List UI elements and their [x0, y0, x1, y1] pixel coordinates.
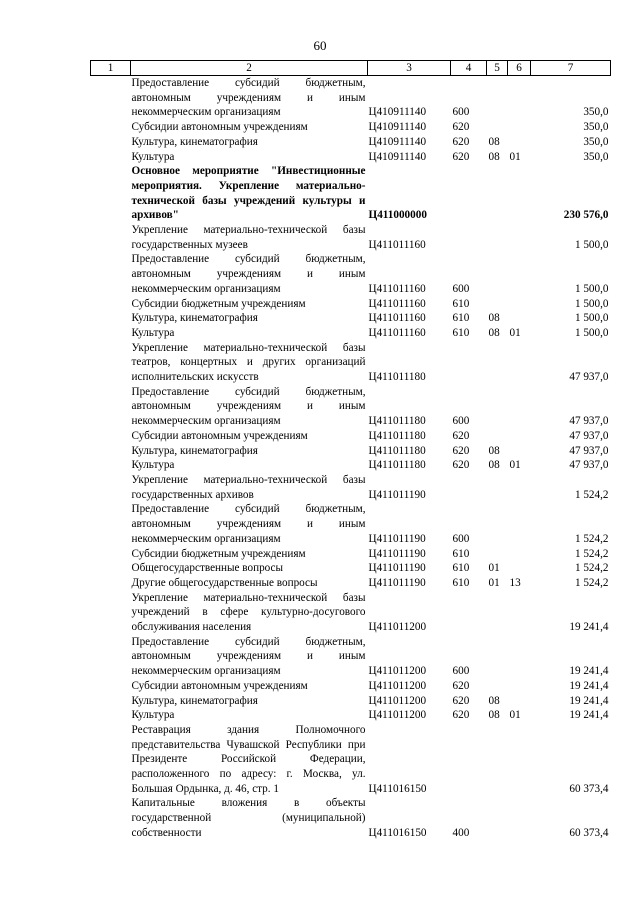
- row-number-cell: [91, 635, 131, 679]
- section-code: [487, 591, 508, 635]
- table-row: [91, 635, 611, 679]
- expense-type: 600: [452, 415, 470, 428]
- subsection-code: 01: [509, 326, 521, 339]
- item-name: Капитальные вложения в объекты государственной (муниципальной) собственности: [131, 797, 366, 839]
- item-name: Реставрация здания Полномочного представительства Чувашской Республики при Президенте Российской Федерации, расположенного по адресу: г. Москва, ул. Большая Ордынка, д. 46, стр. 1: [131, 723, 366, 795]
- target-code: Ц411011200: [368, 694, 427, 707]
- table-row: [91, 429, 611, 444]
- subsection-code: [508, 311, 531, 326]
- row-number-cell: [91, 135, 131, 150]
- subsection-code: [508, 561, 531, 576]
- subsection-code: 01: [509, 150, 521, 163]
- target-code: Ц411011200: [368, 679, 427, 692]
- amount: 1 500,0: [574, 312, 609, 325]
- target-code: Ц411011190: [368, 562, 426, 575]
- row-number-cell: [91, 223, 131, 252]
- subsection-code: [508, 796, 531, 840]
- item-name: Предоставление субсидий бюджетным, автономным учреждениям и иным некоммерческим организациям: [131, 385, 366, 428]
- subsection-code: [508, 252, 531, 296]
- subsection-code: [508, 694, 531, 709]
- item-name: Укрепление материально-технической базы театров, концертных и других организаций исполнительских искусств: [131, 341, 366, 384]
- amount: 350,0: [583, 121, 609, 134]
- subsection-code: [508, 679, 531, 694]
- expense-type: 400: [452, 826, 470, 839]
- item-name: Субсидии автономным учреждениям: [131, 679, 308, 692]
- page-number: 60: [313, 38, 327, 53]
- section-code: [487, 385, 508, 429]
- expense-type: 600: [452, 106, 470, 119]
- expense-type: 620: [452, 694, 470, 707]
- amount: 47 937,0: [569, 444, 609, 457]
- target-code: Ц411011180: [368, 429, 426, 442]
- section-code: 01: [488, 562, 500, 575]
- table-row: [91, 723, 611, 797]
- subsection-code: [508, 723, 531, 797]
- row-number-cell: [91, 796, 131, 840]
- target-code: Ц411011200: [368, 621, 427, 634]
- table-row: [91, 708, 611, 723]
- section-code: [487, 223, 508, 252]
- item-name: Общегосударственные вопросы: [131, 562, 284, 575]
- target-code: Ц411011160: [368, 326, 426, 339]
- amount: 19 241,4: [569, 679, 609, 692]
- row-number-cell: [91, 385, 131, 429]
- amount: 60 373,4: [569, 826, 609, 839]
- target-code: Ц411011190: [368, 488, 426, 501]
- row-number-cell: [91, 458, 131, 473]
- section-code: [487, 297, 508, 312]
- amount: 1 500,0: [574, 282, 609, 295]
- item-name: Другие общегосударственные вопросы: [131, 576, 318, 589]
- item-name: Субсидии автономным учреждениям: [131, 121, 308, 134]
- amount: 47 937,0: [569, 459, 609, 472]
- section-code: [487, 429, 508, 444]
- item-name: Предоставление субсидий бюджетным, автономным учреждениям и иным некоммерческим организациям: [131, 503, 366, 545]
- section-code: 08: [488, 444, 500, 457]
- target-code: Ц411011160: [368, 282, 426, 295]
- item-name: Культура, кинематография: [131, 312, 258, 325]
- target-code: Ц411011180: [368, 459, 426, 472]
- table-row: [91, 311, 611, 326]
- item-name: Субсидии бюджетным учреждениям: [131, 297, 306, 310]
- subsection-code: [508, 473, 531, 502]
- target-code: Ц411016150: [368, 826, 427, 839]
- table-row: [91, 385, 611, 429]
- target-code: Ц411011180: [368, 371, 426, 384]
- section-code: 08: [488, 135, 500, 148]
- row-number-cell: [91, 120, 131, 135]
- table-row: [91, 164, 611, 223]
- section-code: [487, 76, 508, 121]
- section-code: [487, 635, 508, 679]
- section-code: [487, 473, 508, 502]
- row-number-cell: [91, 576, 131, 591]
- table-row: [91, 547, 611, 562]
- table-row: [91, 135, 611, 150]
- section-code: [487, 796, 508, 840]
- column-header: 4: [451, 61, 487, 76]
- amount: 1 524,2: [574, 562, 609, 575]
- expense-type: 600: [452, 532, 470, 545]
- amount: 230 576,0: [563, 209, 609, 222]
- section-code: [487, 547, 508, 562]
- subsection-code: [508, 341, 531, 385]
- amount: 350,0: [583, 106, 609, 119]
- item-name: Предоставление субсидий бюджетным, автономным учреждениям и иным некоммерческим организациям: [131, 253, 366, 295]
- item-name: Культура: [131, 459, 175, 472]
- expense-type: 610: [452, 297, 470, 310]
- row-number-cell: [91, 679, 131, 694]
- target-code: Ц411011200: [368, 709, 427, 722]
- amount: 1 524,2: [574, 488, 609, 501]
- table-row: [91, 120, 611, 135]
- column-header: 2: [131, 61, 368, 76]
- row-number-cell: [91, 76, 131, 121]
- section-code: [487, 502, 508, 546]
- subsection-code: [508, 444, 531, 459]
- amount: 1 524,2: [574, 576, 609, 589]
- item-name: Субсидии бюджетным учреждениям: [131, 547, 306, 560]
- section-code: 08: [488, 150, 500, 163]
- expense-type: [451, 591, 487, 635]
- row-number-cell: [91, 444, 131, 459]
- budget-table: [90, 60, 611, 841]
- section-code: 08: [488, 312, 500, 325]
- subsection-code: [508, 120, 531, 135]
- row-number-cell: [91, 561, 131, 576]
- expense-type: 620: [452, 444, 470, 457]
- row-number-cell: [91, 547, 131, 562]
- amount: 19 241,4: [569, 694, 609, 707]
- amount: 19 241,4: [569, 665, 609, 678]
- row-number-cell: [91, 297, 131, 312]
- column-header: 3: [368, 61, 451, 76]
- target-code: Ц411011190: [368, 547, 426, 560]
- table-row: [91, 694, 611, 709]
- item-name: Укрепление материально-технической базы государственных архивов: [131, 473, 366, 501]
- expense-type: [451, 473, 487, 502]
- expense-type: 610: [452, 312, 470, 325]
- expense-type: [451, 341, 487, 385]
- section-code: 01: [488, 576, 500, 589]
- expense-type: 600: [452, 282, 470, 295]
- row-number-cell: [91, 473, 131, 502]
- expense-type: 620: [452, 459, 470, 472]
- row-number-cell: [91, 252, 131, 296]
- expense-type: 600: [452, 665, 470, 678]
- expense-type: [451, 164, 487, 223]
- table-row: [91, 76, 611, 121]
- item-name: Культура: [131, 150, 175, 163]
- expense-type: 620: [452, 150, 470, 163]
- section-code: 08: [488, 709, 500, 722]
- table-row: [91, 796, 611, 840]
- item-name: Укрепление материально-технической базы учреждений в сфере культурно-досугового обслуживания населения: [131, 591, 366, 634]
- amount: 350,0: [583, 150, 609, 163]
- target-code: Ц411011160: [368, 297, 426, 310]
- table-row: [91, 561, 611, 576]
- column-header: 6: [508, 61, 531, 76]
- section-code: [487, 252, 508, 296]
- item-name: Субсидии автономным учреждениям: [131, 429, 308, 442]
- subsection-code: 13: [509, 576, 521, 589]
- subsection-code: [508, 385, 531, 429]
- table-row: [91, 444, 611, 459]
- target-code: Ц411011190: [368, 532, 426, 545]
- row-number-cell: [91, 150, 131, 165]
- row-number-cell: [91, 341, 131, 385]
- amount: 350,0: [583, 135, 609, 148]
- row-number-cell: [91, 326, 131, 341]
- table-row: [91, 679, 611, 694]
- table-header: [91, 61, 611, 76]
- expense-type: 610: [452, 326, 470, 339]
- subsection-code: [508, 76, 531, 121]
- expense-type: 620: [452, 709, 470, 722]
- target-code: Ц410911140: [368, 150, 427, 163]
- section-code: [487, 164, 508, 223]
- expense-type: [451, 223, 487, 252]
- row-number-cell: [91, 694, 131, 709]
- section-code: [487, 679, 508, 694]
- amount: 60 373,4: [569, 782, 609, 795]
- table-row: [91, 326, 611, 341]
- section-code: [487, 723, 508, 797]
- amount: 1 500,0: [574, 297, 609, 310]
- row-number-cell: [91, 723, 131, 797]
- subsection-code: [508, 547, 531, 562]
- section-code: 08: [488, 459, 500, 472]
- table-row: [91, 591, 611, 635]
- row-number-cell: [91, 164, 131, 223]
- subsection-code: [508, 502, 531, 546]
- column-header: 7: [531, 61, 611, 76]
- target-code: Ц411011200: [368, 665, 427, 678]
- section-code: [487, 341, 508, 385]
- amount: 47 937,0: [569, 371, 609, 384]
- column-header: 1: [91, 61, 131, 76]
- expense-type: 620: [452, 135, 470, 148]
- amount: 47 937,0: [569, 415, 609, 428]
- table-row: [91, 252, 611, 296]
- amount: 47 937,0: [569, 429, 609, 442]
- expense-type: 620: [452, 429, 470, 442]
- row-number-cell: [91, 429, 131, 444]
- table-row: [91, 150, 611, 165]
- item-name: Культура: [131, 709, 175, 722]
- target-code: Ц410911140: [368, 135, 427, 148]
- target-code: Ц411016150: [368, 782, 427, 795]
- target-code: Ц410911140: [368, 106, 427, 119]
- amount: 1 500,0: [574, 326, 609, 339]
- section-code: 08: [488, 326, 500, 339]
- table-row: [91, 502, 611, 546]
- table-row: [91, 223, 611, 252]
- table-row: [91, 576, 611, 591]
- item-name: Культура, кинематография: [131, 135, 258, 148]
- subsection-code: [508, 591, 531, 635]
- subsection-code: [508, 223, 531, 252]
- subsection-code: [508, 164, 531, 223]
- target-code: Ц411011180: [368, 415, 426, 428]
- row-number-cell: [91, 502, 131, 546]
- amount: 1 524,2: [574, 547, 609, 560]
- amount: 19 241,4: [569, 709, 609, 722]
- table-row: [91, 341, 611, 385]
- column-header: 5: [487, 61, 508, 76]
- target-code: Ц411011160: [368, 238, 426, 251]
- expense-type: 610: [452, 562, 470, 575]
- target-code: Ц410911140: [368, 121, 427, 134]
- table-row: [91, 458, 611, 473]
- item-name: Укрепление материально-технической базы государственных музеев: [131, 224, 366, 251]
- expense-type: 620: [452, 121, 470, 134]
- subsection-code: [508, 135, 531, 150]
- item-name: Основное мероприятие "Инвестиционные мероприятия. Укрепление материально-технической базы учреждений культуры и архивов": [131, 165, 366, 222]
- target-code: Ц411011190: [368, 576, 426, 589]
- item-name: Предоставление субсидий бюджетным, автономным учреждениям и иным некоммерческим организациям: [131, 77, 366, 119]
- subsection-code: [508, 635, 531, 679]
- target-code: Ц411011160: [368, 312, 426, 325]
- expense-type: 620: [452, 679, 470, 692]
- item-name: Культура, кинематография: [131, 444, 258, 457]
- amount: 1 500,0: [574, 238, 609, 251]
- row-number-cell: [91, 708, 131, 723]
- section-code: [487, 120, 508, 135]
- table-row: [91, 473, 611, 502]
- subsection-code: 01: [509, 709, 521, 722]
- table-row: [91, 297, 611, 312]
- amount: 1 524,2: [574, 532, 609, 545]
- subsection-code: [508, 297, 531, 312]
- item-name: Культура, кинематография: [131, 694, 258, 707]
- item-name: Культура: [131, 326, 175, 339]
- table-body: [91, 76, 611, 841]
- row-number-cell: [91, 311, 131, 326]
- amount: 19 241,4: [569, 621, 609, 634]
- expense-type: 610: [452, 547, 470, 560]
- expense-type: 610: [452, 576, 470, 589]
- item-name: Предоставление субсидий бюджетным, автономным учреждениям и иным некоммерческим организациям: [131, 635, 366, 678]
- section-code: 08: [488, 694, 500, 707]
- subsection-code: 01: [509, 459, 521, 472]
- subsection-code: [508, 429, 531, 444]
- target-code: Ц411011180: [368, 444, 426, 457]
- row-number-cell: [91, 591, 131, 635]
- expense-type: [451, 723, 487, 797]
- target-code: Ц411000000: [368, 209, 427, 222]
